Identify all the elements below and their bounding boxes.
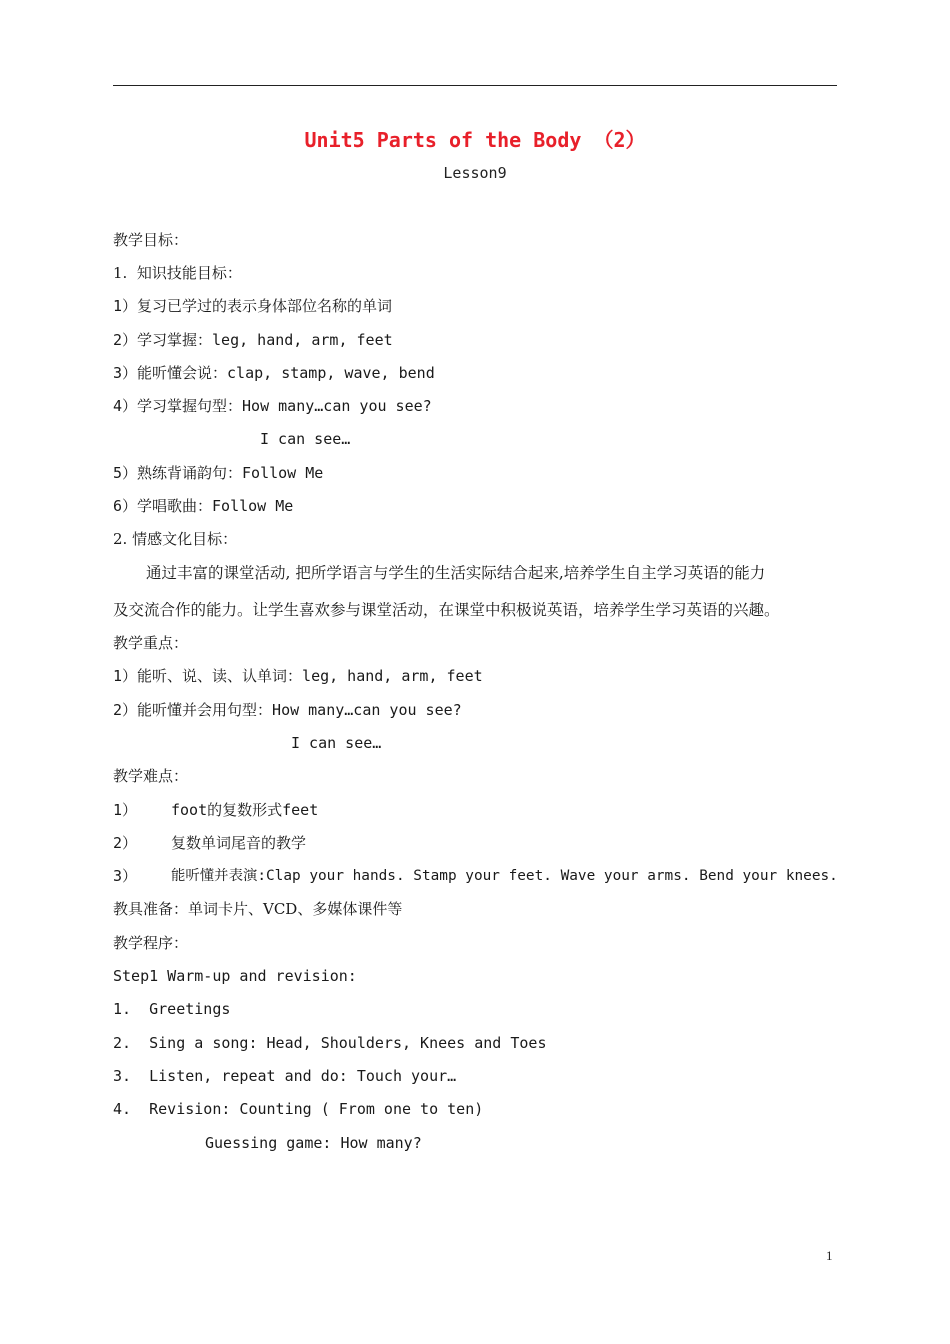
document-title: Unit5 Parts of the Body （2） (304, 128, 646, 152)
key-point-1: 1）能听、说、读、认单词：leg, hand, arm, feet (113, 667, 483, 685)
header-rule (113, 85, 837, 86)
step1-item-1: 1. Greetings (113, 1000, 231, 1018)
difficulty-2: 复数单词尾音的教学 (171, 834, 307, 852)
emotion-heading: 2. 情感文化目标： (113, 530, 238, 548)
emotion-paragraph-line-1: 通过丰富的课堂活动, 把所学语言与学生的生活实际结合起来,培养学生自主学习英语的能力 (146, 564, 766, 582)
difficulty-1-number: 1） (113, 801, 138, 819)
knowledge-item-3: 3）能听懂会说：clap, stamp, wave, bend (113, 364, 435, 382)
knowledge-item-6: 6）学唱歌曲：Follow Me (113, 497, 294, 515)
step1-item-2: 2. Sing a song: Head, Shoulders, Knees and Toes (113, 1034, 547, 1052)
key-points-heading: 教学重点： (113, 634, 189, 652)
step1-heading: Step1 Warm-up and revision: (113, 967, 357, 985)
knowledge-item-1: 1）复习已学过的表示身体部位名称的单词 (113, 297, 393, 315)
knowledge-item-2: 2）学习掌握：leg, hand, arm, feet (113, 331, 393, 349)
knowledge-item-5: 5）熟练背诵韵句：Follow Me (113, 464, 324, 482)
difficulty-3-number: 3） (113, 867, 138, 885)
step1-item-4-continued: Guessing game: How many? (205, 1134, 422, 1152)
difficulty-3: 能听懂并表演:Clap your hands. Stamp your feet. Wave your arms. Bend your knees. (171, 868, 838, 884)
step1-item-4: 4. Revision: Counting ( From one to ten) (113, 1100, 484, 1118)
difficulty-2-number: 2） (113, 834, 138, 852)
difficulties-heading: 教学难点： (113, 767, 189, 785)
knowledge-heading: 1. 知识技能目标： (113, 264, 242, 282)
difficulty-1: foot的复数形式feet (171, 801, 319, 819)
key-point-2: 2）能听懂并会用句型：How many…can you see? (113, 701, 462, 719)
materials-line: 教具准备：单词卡片、VCD、多媒体课件等 (113, 900, 403, 918)
emotion-paragraph-line-2: 及交流合作的能力。让学生喜欢参与课堂活动，在课堂中积极说英语，培养学生学习英语的兴趣。 (113, 601, 780, 619)
objectives-heading: 教学目标： (113, 231, 189, 249)
procedure-heading: 教学程序： (113, 934, 189, 952)
page-number: 1 (826, 1248, 833, 1263)
knowledge-item-4-continued: I can see… (260, 430, 351, 448)
step1-item-3: 3. Listen, repeat and do: Touch your… (113, 1067, 457, 1085)
lesson-subtitle: Lesson9 (443, 164, 507, 182)
key-point-2-continued: I can see… (291, 734, 382, 752)
knowledge-item-4: 4）学习掌握句型：How many…can you see? (113, 397, 432, 415)
